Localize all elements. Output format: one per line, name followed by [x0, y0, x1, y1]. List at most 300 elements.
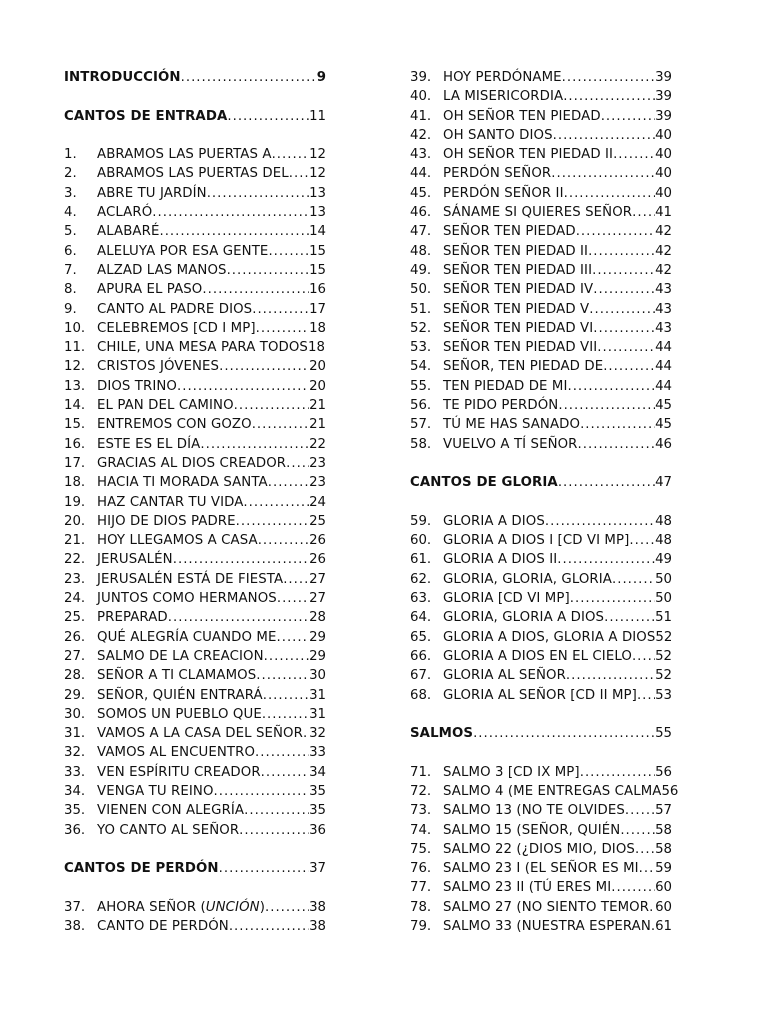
dot-leader — [243, 493, 309, 512]
toc-entry[interactable] — [64, 242, 326, 261]
page-number: 15 — [309, 243, 326, 259]
page-number: 58 — [655, 841, 672, 857]
dot-leader — [200, 435, 309, 454]
dot-leader — [268, 242, 309, 261]
entry-number: 62. — [410, 571, 432, 587]
toc-entry[interactable] — [64, 608, 326, 627]
entry-number: 40. — [410, 89, 432, 105]
page-number: 32 — [309, 726, 326, 742]
entry-title: GLORIA A DIOS II — [443, 552, 558, 568]
toc-entry[interactable] — [410, 878, 672, 897]
page-number: 18 — [307, 340, 325, 356]
page-number: 16 — [309, 282, 326, 298]
dot-leader — [635, 840, 655, 859]
toc-entry[interactable] — [64, 396, 326, 415]
toc-entry[interactable] — [410, 415, 672, 434]
dot-leader — [580, 415, 655, 434]
entry-number: 27. — [64, 648, 86, 664]
toc-entry[interactable] — [410, 377, 672, 396]
dot-leader — [570, 589, 655, 608]
entry-title: SEÑOR TEN PIEDAD — [443, 224, 576, 240]
entry-number: 18. — [64, 475, 86, 491]
entry-number: 7. — [64, 262, 77, 278]
dot-leader — [258, 531, 309, 550]
entry-number: 17. — [64, 455, 86, 471]
entry-title: GLORIA AL SEÑOR [CD II MP] — [443, 687, 637, 703]
entry-title: GLORIA A DIOS EN EL CIELO — [443, 648, 632, 664]
toc-entry[interactable] — [64, 377, 326, 396]
page-number: 25 — [309, 513, 326, 529]
entry-title: GLORIA [CD VI MP] — [443, 591, 570, 607]
entry-number: 75. — [410, 841, 432, 857]
page-number: 44 — [655, 340, 672, 356]
entry-title: SEÑOR TEN PIEDAD III — [443, 262, 593, 278]
dot-leader — [473, 724, 655, 743]
entry-title: GLORIA A DIOS — [443, 513, 545, 529]
dot-leader — [592, 261, 655, 280]
page-number: 61 — [655, 919, 672, 935]
entry-number: 16. — [64, 436, 86, 452]
toc-entry[interactable] — [64, 280, 326, 299]
toc-entry[interactable] — [410, 628, 672, 647]
toc-entry[interactable] — [64, 145, 326, 164]
toc-entry[interactable] — [410, 319, 672, 338]
dot-leader — [272, 145, 310, 164]
dot-leader — [562, 68, 655, 87]
page-number: 21 — [309, 417, 326, 433]
entry-number: 21. — [64, 533, 86, 549]
entry-title: GLORIA A DIOS I [CD VI MP] — [443, 533, 630, 549]
entry-number: 6. — [64, 243, 77, 259]
entry-title: DIOS TRINO — [97, 378, 177, 394]
entry-number: 12. — [64, 359, 86, 375]
entry-number: 24. — [64, 591, 86, 607]
entry-title-part: ) — [259, 899, 265, 915]
dot-leader — [252, 415, 309, 434]
page-number: 48 — [655, 513, 672, 529]
page-number: 52 — [655, 648, 672, 664]
page-number: 20 — [309, 359, 326, 375]
toc-entry[interactable] — [64, 628, 326, 647]
toc-entry[interactable] — [64, 203, 326, 222]
page-number: 55 — [655, 726, 672, 742]
toc-entry[interactable] — [410, 435, 672, 454]
entry-number: 31. — [64, 726, 86, 742]
toc-entry[interactable] — [64, 821, 326, 840]
toc-entry[interactable] — [410, 512, 672, 531]
dot-leader — [613, 145, 655, 164]
spacer — [64, 878, 326, 897]
toc-entry[interactable] — [64, 763, 326, 782]
entry-number: 50. — [410, 282, 432, 298]
entry-number: 32. — [64, 745, 86, 761]
toc-entry[interactable] — [410, 338, 672, 357]
toc-entry[interactable] — [64, 435, 326, 454]
dot-leader — [277, 628, 310, 647]
toc-entry[interactable] — [410, 570, 672, 589]
entry-title: HAZ CANTAR TU VIDA — [97, 494, 244, 510]
toc-entry[interactable] — [410, 107, 672, 126]
toc-entry[interactable] — [64, 647, 326, 666]
page-number: 18 — [309, 320, 326, 336]
entry-number: 28. — [64, 668, 86, 684]
toc-entry[interactable] — [64, 454, 326, 473]
dot-leader — [632, 203, 655, 222]
toc-entry[interactable] — [410, 164, 672, 183]
entry-number: 57. — [410, 417, 432, 433]
entry-title: PERDÓN SEÑOR II — [443, 185, 564, 201]
toc-section-introduccion[interactable] — [64, 68, 326, 87]
page-number: 9 — [316, 70, 326, 85]
toc-entry[interactable] — [410, 821, 672, 840]
dot-leader — [219, 859, 309, 878]
page-number: 46 — [655, 436, 672, 452]
page-number: 40 — [655, 127, 672, 143]
dot-leader — [268, 473, 309, 492]
page-number: 22 — [309, 436, 326, 452]
entry-title: OH SANTO DIOS — [443, 127, 553, 143]
section-title: CANTOS DE GLORIA — [410, 475, 558, 491]
entry-title: ABRAMOS LAS PUERTAS A — [97, 147, 272, 163]
entry-title-italic: UNCIÓN — [205, 899, 260, 915]
entry-title: ALZAD LAS MANOS — [97, 262, 227, 278]
dot-leader — [545, 512, 655, 531]
entry-number: 4. — [64, 205, 77, 221]
entry-title: SALMO 4 (ME ENTREGAS CALMA — [443, 783, 662, 799]
toc-entry[interactable] — [64, 917, 326, 936]
toc-entry[interactable] — [64, 801, 326, 820]
toc-entry[interactable] — [64, 531, 326, 550]
page-number: 48 — [655, 533, 672, 549]
toc-entry[interactable] — [410, 666, 672, 685]
dot-leader — [227, 107, 309, 126]
toc-entry[interactable] — [64, 222, 326, 241]
toc-entry[interactable] — [410, 300, 672, 319]
page-number: 38 — [309, 919, 326, 935]
toc-entry[interactable] — [410, 898, 672, 917]
entry-title: CELEBREMOS [CD I MP] — [97, 320, 256, 336]
entry-title: CHILE, UNA MESA PARA TODOS — [97, 340, 308, 356]
entry-number: 35. — [64, 803, 86, 819]
entry-title: ABRE TU JARDÍN — [97, 185, 207, 201]
toc-entry[interactable] — [64, 493, 326, 512]
page-number: 21 — [309, 398, 326, 414]
dot-leader — [263, 686, 309, 705]
entry-title: GLORIA A DIOS, GLORIA A DIOS — [443, 629, 656, 645]
dot-leader — [558, 396, 655, 415]
page-number: 51 — [655, 610, 672, 626]
dot-leader — [639, 859, 655, 878]
toc-entry[interactable] — [64, 164, 326, 183]
toc-entry[interactable] — [64, 898, 326, 917]
dot-leader — [177, 377, 309, 396]
entry-title: VENGA TU REINO — [97, 783, 214, 799]
dot-leader — [181, 68, 317, 87]
spacer — [64, 87, 326, 106]
entry-title: YO CANTO AL SEÑOR — [97, 822, 240, 838]
toc-column-left — [64, 68, 326, 936]
toc-entry[interactable] — [64, 666, 326, 685]
entry-number: 38. — [64, 919, 86, 935]
spacer — [410, 493, 672, 512]
entry-number: 20. — [64, 513, 86, 529]
entry-number: 67. — [410, 668, 432, 684]
entry-number: 5. — [64, 224, 77, 240]
entry-number: 65. — [410, 629, 432, 645]
entry-title: SEÑOR TEN PIEDAD VI — [443, 320, 594, 336]
entry-number: 59. — [410, 513, 432, 529]
entry-title: ACLARÓ — [97, 205, 153, 221]
page-number: 31 — [309, 706, 326, 722]
dot-leader — [551, 164, 655, 183]
dot-leader — [289, 164, 309, 183]
entry-number: 10. — [64, 320, 86, 336]
entry-number: 74. — [410, 822, 432, 838]
dot-leader — [566, 666, 655, 685]
dot-leader — [283, 570, 309, 589]
entry-title: SEÑOR, QUIÉN ENTRARÁ — [97, 687, 263, 703]
page-number: 24 — [309, 494, 326, 510]
entry-number: 2. — [64, 166, 77, 182]
toc-entry[interactable] — [410, 840, 672, 859]
dot-leader — [593, 280, 655, 299]
entry-number: 36. — [64, 822, 86, 838]
page-number: 26 — [309, 552, 326, 568]
page-number: 33 — [309, 745, 326, 761]
toc-entry[interactable] — [410, 608, 672, 627]
toc-entry[interactable] — [410, 242, 672, 261]
page-number: 39 — [655, 89, 672, 105]
dot-leader — [576, 222, 655, 241]
toc-entry[interactable] — [410, 68, 672, 87]
entry-number: 39. — [410, 70, 432, 85]
toc-entry[interactable] — [64, 512, 326, 531]
dot-leader — [563, 87, 655, 106]
entry-number: 68. — [410, 687, 432, 703]
entry-number: 41. — [410, 108, 432, 124]
page-number: 58 — [655, 822, 672, 838]
toc-entry[interactable] — [410, 280, 672, 299]
toc-entry[interactable] — [410, 87, 672, 106]
entry-title: LA MISERICORDIA — [443, 89, 564, 105]
entry-title: TÚ ME HAS SANADO — [443, 417, 581, 433]
entry-number: 72. — [410, 783, 432, 799]
dot-leader — [564, 184, 655, 203]
toc-entry[interactable] — [410, 859, 672, 878]
entry-title: CANTO AL PADRE DIOS — [97, 301, 253, 317]
toc-entry[interactable] — [64, 319, 326, 338]
entry-number: 14. — [64, 398, 86, 414]
toc-entry[interactable] — [410, 686, 672, 705]
entry-title: SOMOS UN PUEBLO QUE — [97, 706, 262, 722]
entry-title: GRACIAS AL DIOS CREADOR — [97, 455, 287, 471]
dot-leader — [168, 608, 309, 627]
toc-entry[interactable] — [410, 531, 672, 550]
page-number: 56 — [661, 783, 679, 799]
entry-title: APURA EL PASO — [97, 282, 203, 298]
page-number: 53 — [655, 687, 672, 703]
toc-entry[interactable] — [410, 917, 672, 936]
dot-leader — [255, 743, 309, 762]
toc-entry[interactable] — [64, 686, 326, 705]
entry-title: SEÑOR A TI CLAMAMOS — [97, 668, 257, 684]
toc-entry[interactable] — [64, 705, 326, 724]
page-number: 35 — [309, 783, 326, 799]
toc-entry[interactable] — [64, 261, 326, 280]
entry-number: 54. — [410, 359, 432, 375]
entry-title: GLORIA, GLORIA A DIOS — [443, 610, 605, 626]
toc-entry[interactable] — [410, 782, 679, 801]
toc-entry[interactable] — [64, 473, 326, 492]
dot-leader — [214, 782, 310, 801]
page-number: 28 — [309, 610, 326, 626]
entry-number: 23. — [64, 571, 86, 587]
page-number: 47 — [655, 475, 672, 491]
toc-entry[interactable] — [410, 357, 672, 376]
entry-number: 61. — [410, 552, 432, 568]
dot-leader — [601, 107, 655, 126]
toc-entry[interactable] — [64, 357, 326, 376]
toc-entry[interactable] — [410, 184, 672, 203]
entry-title: PERDÓN SEÑOR — [443, 166, 552, 182]
toc-section-salmos[interactable] — [410, 724, 672, 743]
entry-title: CANTO DE PERDÓN — [97, 919, 229, 935]
page-number: 37 — [309, 861, 326, 877]
dot-leader — [262, 705, 309, 724]
toc-section-cantos-de-entrada[interactable] — [64, 107, 326, 126]
page-number: 50 — [655, 571, 672, 587]
page-number: 42 — [655, 243, 672, 259]
toc-entry[interactable] — [410, 550, 672, 569]
page-number: 23 — [309, 475, 326, 491]
dot-leader — [557, 550, 655, 569]
toc-entry[interactable] — [64, 570, 326, 589]
entry-title: SALMO DE LA CREACION — [97, 648, 264, 664]
toc-entry[interactable] — [64, 782, 326, 801]
toc-entry[interactable] — [64, 300, 326, 319]
entry-title: VAMOS AL ENCUENTRO — [97, 745, 256, 761]
entry-number: 8. — [64, 282, 77, 298]
section-title: INTRODUCCIÓN — [64, 70, 181, 85]
dot-leader — [152, 203, 309, 222]
entry-title: VEN ESPÍRITU CREADOR — [97, 764, 261, 780]
dot-leader — [286, 454, 309, 473]
page-number: 23 — [309, 455, 326, 471]
dot-leader — [202, 280, 309, 299]
page-number: 29 — [309, 648, 326, 664]
page-number: 31 — [309, 687, 326, 703]
toc-entry[interactable] — [410, 801, 672, 820]
page-number: 56 — [655, 764, 672, 780]
dot-leader — [558, 473, 655, 492]
entry-number: 45. — [410, 185, 432, 201]
page-number: 40 — [655, 185, 672, 201]
toc-entry[interactable] — [64, 415, 326, 434]
spacer — [64, 840, 326, 859]
dot-leader — [612, 570, 655, 589]
dot-leader — [611, 878, 655, 897]
entry-title: SEÑOR TEN PIEDAD IV — [443, 282, 594, 298]
entry-number: 19. — [64, 494, 86, 510]
page-number: 39 — [655, 108, 672, 124]
entry-number: 49. — [410, 262, 432, 278]
dot-leader — [173, 550, 309, 569]
toc-entry[interactable] — [410, 763, 672, 782]
toc-entry[interactable] — [64, 338, 326, 357]
dot-leader — [256, 666, 309, 685]
entry-number: 29. — [64, 687, 86, 703]
entry-title: ALELUYA POR ESA GENTE — [97, 243, 269, 259]
page-number: 59 — [655, 861, 672, 877]
toc-entry[interactable] — [64, 550, 326, 569]
page-number: 30 — [309, 668, 326, 684]
entry-title: TE PIDO PERDÓN — [443, 398, 559, 414]
dot-leader — [252, 300, 309, 319]
toc-entry[interactable] — [64, 589, 326, 608]
page-number: 43 — [655, 301, 672, 317]
dot-leader — [261, 763, 309, 782]
page-number: 29 — [309, 629, 326, 645]
entry-title: VAMOS A LA CASA DEL SEÑOR — [97, 726, 303, 742]
toc-entry[interactable] — [64, 724, 326, 743]
page-number: 49 — [655, 552, 672, 568]
entry-number: 46. — [410, 205, 432, 221]
entry-title: JUNTOS COMO HERMANOS — [97, 591, 277, 607]
page-number: 38 — [309, 899, 326, 915]
toc-entry[interactable] — [410, 647, 672, 666]
toc-entry[interactable] — [410, 589, 672, 608]
page-number: 35 — [309, 803, 326, 819]
entry-number: 76. — [410, 861, 432, 877]
entry-title: HIJO DE DIOS PADRE — [97, 513, 236, 529]
page-number: 52 — [655, 668, 672, 684]
page-number: 13 — [309, 205, 326, 221]
dot-leader — [567, 377, 655, 396]
entry-number: 22. — [64, 552, 86, 568]
entry-number: 9. — [64, 301, 77, 317]
entry-number: 64. — [410, 610, 432, 626]
entry-number: 13. — [64, 378, 86, 394]
toc-entry[interactable] — [64, 184, 326, 203]
toc-column-right — [410, 68, 679, 936]
entry-number: 47. — [410, 224, 432, 240]
entry-number: 15. — [64, 417, 86, 433]
entry-number: 63. — [410, 591, 432, 607]
dot-leader — [553, 126, 655, 145]
entry-title: EL PAN DEL CAMINO — [97, 398, 234, 414]
toc-entry[interactable] — [410, 145, 672, 164]
page-number: 50 — [655, 591, 672, 607]
toc-entry[interactable] — [410, 222, 672, 241]
entry-number: 26. — [64, 629, 86, 645]
entry-title: SEÑOR, TEN PIEDAD DE — [443, 359, 604, 375]
dot-leader — [620, 821, 655, 840]
toc-entry[interactable] — [410, 126, 672, 145]
page-number: 26 — [309, 533, 326, 549]
toc-section-cantos-de-gloria[interactable] — [410, 473, 672, 492]
entry-number: 73. — [410, 803, 432, 819]
toc-entry[interactable] — [410, 261, 672, 280]
toc-entry[interactable] — [64, 743, 326, 762]
entry-number: 79. — [410, 919, 432, 935]
entry-number: 60. — [410, 533, 432, 549]
toc-section-cantos-de-perdon[interactable] — [64, 859, 326, 878]
toc-entry[interactable] — [410, 396, 672, 415]
page-number: 45 — [655, 417, 672, 433]
toc-entry[interactable] — [410, 203, 672, 222]
page-number: 44 — [655, 378, 672, 394]
entry-title: JERUSALÉN ESTÁ DE FIESTA — [97, 571, 284, 587]
